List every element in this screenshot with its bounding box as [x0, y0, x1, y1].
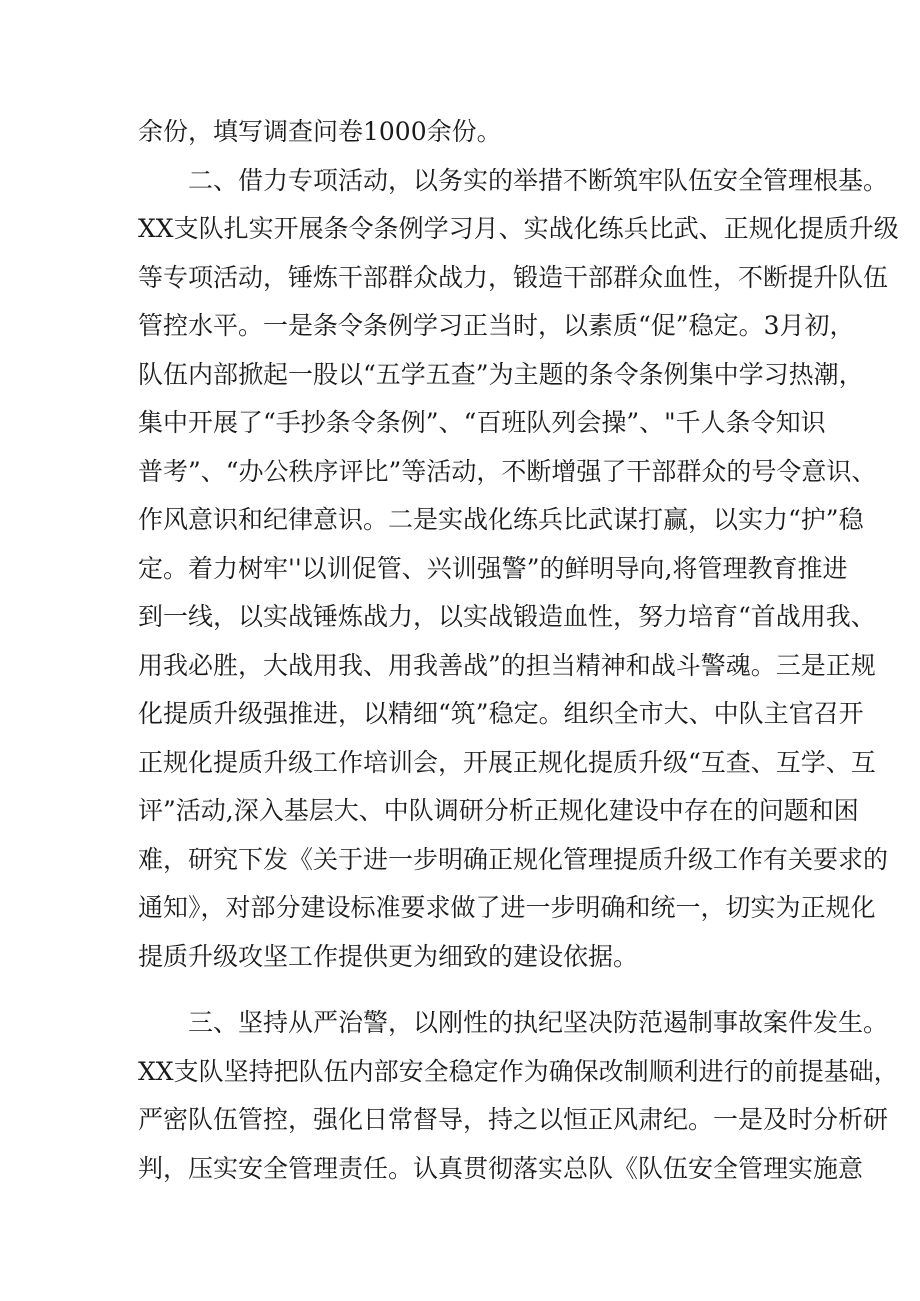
fragment-line: 余份，填写调查问卷1000余份。 — [138, 117, 502, 146]
section3-heading-line: 三、坚持从严治警，以刚性的执纪坚决防范遏制事故案件发生。 — [188, 1008, 889, 1037]
section2-line: 集中开展了“手抄条令条例”、“百班队列会操”、"千人条令知识 — [138, 408, 826, 437]
section3-line: 严密队伍管控，强化日常督导，持之以恒正风肃纪。一是及时分析研 — [138, 1105, 889, 1134]
section2-heading-line: 二、借力专项活动，以务实的举措不断筑牢队伍安全管理根基。 — [188, 166, 889, 195]
section2-line: 通知》，对部分建设标准要求做了进一步明确和统一，切实为正规化 — [138, 893, 876, 922]
section2-line: 作风意识和纪律意识。二是实战化练兵比武谋打赢，以实力“护”稳 — [138, 505, 864, 534]
section2-line: 定。着力树牢''以训促管、兴训强警”的鲜明导向,将管理教育推进 — [138, 554, 848, 583]
section2-line: 到一线，以实战锤炼战力，以实战锻造血性，努力培育“首战用我、 — [138, 602, 876, 631]
section3-line: XX支队坚持把队伍内部安全稳定作为确保改制顺利进行的前提基础， — [138, 1057, 899, 1086]
section2-line: 等专项活动，锤炼干部群众战力，锻造干部群众血性，不断提升队伍 — [138, 263, 889, 292]
section2-line: 难，研究下发《关于进一步明确正规化管理提质升级工作有关要求的 — [138, 845, 889, 874]
section2-line: 管控水平。一是条令条例学习正当时，以素质“促”稳定。3月初， — [138, 311, 855, 340]
section2-line: 用我必胜，大战用我、用我善战”的担当精神和战斗警魂。三是正规 — [138, 651, 876, 680]
section2-line: 普考”、“办公秩序评比”等活动，不断增强了干部群众的号令意识、 — [138, 457, 877, 486]
section2-line: XX支队扎实开展条令条例学习月、实战化练兵比武、正规化提质升级 — [138, 214, 899, 243]
section3-line: 判，压实安全管理责任。认真贯彻落实总队《队伍安全管理实施意 — [138, 1154, 864, 1183]
section2-line: 评”活动,深入基层大、中队调研分析正规化建设中存在的问题和困 — [138, 796, 859, 825]
section2-line: 提质升级攻坚工作提供更为细致的建设依据。 — [138, 942, 639, 971]
section2-line: 队伍内部掀起一股以“五学五查”为主题的条令条例集中学习热潮， — [138, 360, 864, 389]
section2-line: 正规化提质升级工作培训会，开展正规化提质升级“互查、互学、互 — [138, 748, 876, 777]
section2-line: 化提质升级强推进，以精细“筑”稳定。组织全市大、中队主官召开 — [138, 699, 864, 728]
